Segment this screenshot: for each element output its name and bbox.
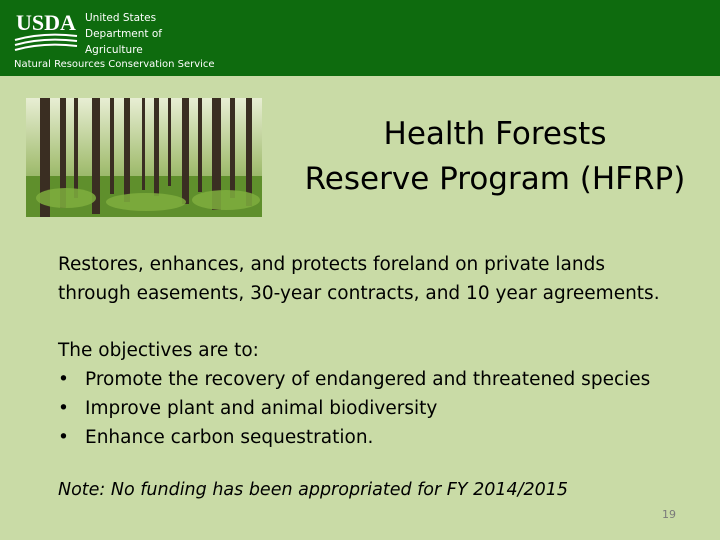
agency-line: Agriculture (85, 44, 143, 56)
bullet-icon: • (58, 427, 69, 448)
agency-service: Natural Resources Conservation Service (14, 59, 215, 70)
objectives-list (58, 365, 708, 452)
title-line: Health Forests (383, 116, 607, 152)
slide-title (280, 112, 710, 202)
intro-line: Restores, enhances, and protects foreland on private lands (58, 254, 606, 275)
objective-text: Enhance carbon sequestration. (85, 427, 374, 448)
agency-line: Department of (85, 28, 162, 40)
intro-line: through easements, 30-year contracts, and 10 year agreements. (58, 283, 660, 304)
title-line: Reserve Program (HFRP) (304, 161, 686, 197)
usda-logo-text: USDA (16, 10, 76, 35)
objectives-lead: The objectives are to: (58, 340, 259, 361)
bullet-icon: • (58, 369, 69, 390)
objectives-section (58, 336, 708, 452)
intro-paragraph (58, 250, 708, 308)
funding-note: Note: No funding has been appropriated for FY 2014/2015 (58, 480, 569, 500)
objective-text: Improve plant and animal biodiversity (85, 398, 438, 419)
agency-name (85, 10, 162, 58)
list-item (58, 394, 708, 423)
objective-text: Promote the recovery of endangered and threatened species (85, 369, 651, 390)
bullet-icon: • (58, 398, 69, 419)
slide-number: 19 (662, 508, 676, 521)
list-item (58, 365, 708, 394)
slide-body (58, 250, 708, 452)
usda-logo (13, 10, 79, 56)
list-item (58, 423, 708, 452)
forest-photo (26, 98, 262, 217)
agency-line: United States (85, 12, 157, 24)
header-bar (0, 0, 720, 76)
